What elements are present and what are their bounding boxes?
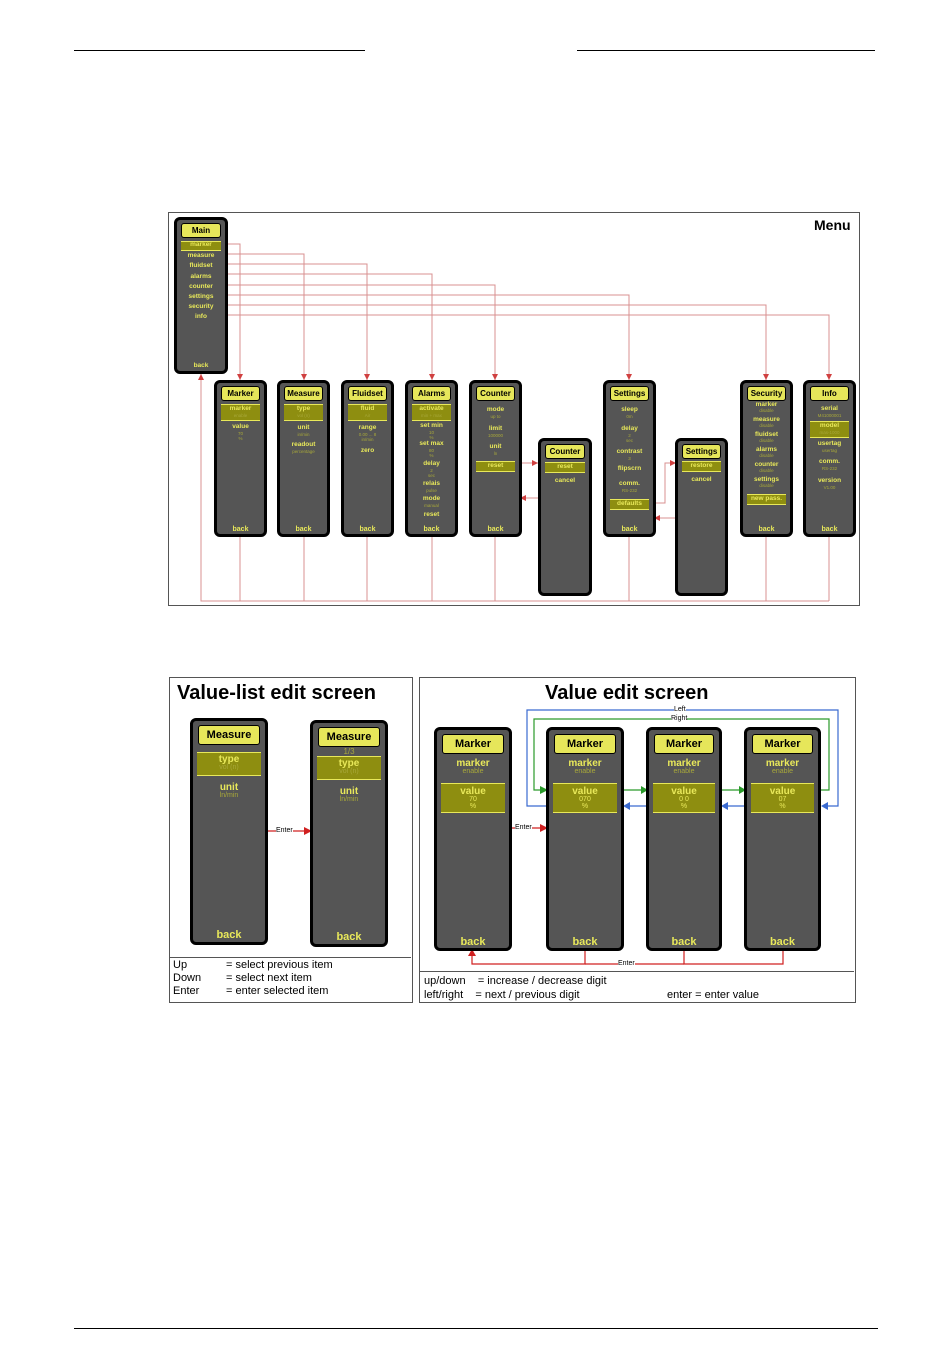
item-label[interactable]: range bbox=[358, 424, 377, 431]
item-value: manual bbox=[424, 503, 439, 508]
item-cancel[interactable]: cancel bbox=[691, 476, 712, 483]
item-label[interactable]: fluid bbox=[360, 405, 375, 412]
value-digits: 070 bbox=[579, 796, 591, 803]
item-value: 70 bbox=[237, 431, 243, 436]
item-label[interactable]: mode bbox=[486, 406, 505, 413]
item-value: enable bbox=[233, 413, 248, 418]
item-value: 0m bbox=[626, 414, 633, 419]
value-edit-screen-1 bbox=[434, 727, 512, 951]
screen-title: Alarms bbox=[412, 386, 451, 401]
marker-value: enable bbox=[771, 768, 794, 775]
item-value: percentage bbox=[292, 449, 315, 454]
value-list-screen-1 bbox=[190, 718, 268, 945]
main-item-settings[interactable]: settings bbox=[188, 293, 214, 300]
value-edit-legend-row-2b: enter = enter value bbox=[667, 989, 760, 1001]
item-value: RS-232 bbox=[621, 488, 638, 493]
value-label[interactable]: value bbox=[572, 786, 598, 797]
back-button[interactable]: back bbox=[423, 526, 440, 533]
screen-title: Measure bbox=[284, 386, 323, 401]
screen-title: Measure bbox=[198, 725, 260, 745]
enter-arrow-label: Enter bbox=[515, 824, 532, 831]
marker-label[interactable]: marker bbox=[765, 758, 800, 769]
main-item-marker[interactable]: marker bbox=[190, 241, 212, 248]
item-label[interactable]: contrast bbox=[616, 448, 643, 455]
back-button[interactable]: back bbox=[193, 362, 209, 369]
screen-title: Counter bbox=[545, 444, 585, 459]
item-label[interactable]: usertag bbox=[817, 440, 842, 447]
item-value: disable bbox=[759, 453, 774, 458]
item-value: vol (n) bbox=[339, 768, 359, 775]
menu-screen-measure bbox=[277, 380, 330, 537]
header-rule-right bbox=[577, 50, 875, 51]
value-unit: % bbox=[680, 803, 688, 810]
item-value: ln/min bbox=[339, 796, 359, 803]
value-edit-screen-3 bbox=[646, 727, 722, 951]
main-item-info[interactable]: info bbox=[195, 313, 207, 320]
item-label[interactable]: zero bbox=[360, 447, 375, 454]
item-label[interactable]: set max bbox=[419, 440, 444, 447]
value-edit-legend-row-2a: left/right = next / previous digit bbox=[424, 989, 580, 1001]
back-button[interactable]: back bbox=[336, 931, 362, 943]
item-label[interactable]: type bbox=[338, 758, 360, 769]
back-button[interactable]: back bbox=[572, 936, 598, 948]
value-digits: 0 0 bbox=[679, 796, 689, 803]
menu-screen-counter-reset bbox=[538, 438, 592, 596]
item-value: 0.00 ... 8 bbox=[358, 432, 377, 437]
item-label[interactable]: type bbox=[296, 405, 311, 412]
item-value: vol (n) bbox=[297, 413, 310, 418]
menu-screen-alarms bbox=[405, 380, 458, 537]
footer-rule bbox=[74, 1328, 878, 1329]
value-list-legend-divider bbox=[170, 957, 411, 958]
value-list-legend bbox=[173, 959, 333, 998]
value-digits: 70 bbox=[469, 796, 477, 803]
back-button[interactable]: back bbox=[460, 936, 486, 948]
item-value: 2 bbox=[628, 433, 631, 438]
screen-title: Counter bbox=[476, 386, 515, 401]
item-value: ln bbox=[493, 451, 498, 456]
item-value: Air bbox=[364, 413, 371, 418]
item-value: up to bbox=[490, 414, 501, 419]
value-label[interactable]: value bbox=[769, 786, 796, 797]
item-reset[interactable]: reset bbox=[557, 463, 573, 470]
item-label[interactable]: delay bbox=[621, 425, 638, 432]
value-label[interactable]: value bbox=[671, 786, 697, 797]
item-value: disable bbox=[759, 423, 774, 428]
back-button[interactable]: back bbox=[295, 526, 312, 533]
menu-screen-security bbox=[740, 380, 793, 537]
back-button[interactable]: back bbox=[232, 526, 249, 533]
back-button[interactable]: back bbox=[216, 929, 242, 941]
marker-value: enable bbox=[673, 768, 695, 775]
right-arrow-label: Right bbox=[671, 715, 688, 722]
value-edit-title: Value edit screen bbox=[545, 682, 709, 704]
item-label[interactable]: readout bbox=[291, 441, 316, 448]
screen-title: Settings bbox=[682, 444, 721, 459]
item-value: 2 bbox=[430, 468, 433, 473]
menu-screen-info bbox=[803, 380, 856, 537]
marker-label[interactable]: marker bbox=[568, 758, 602, 769]
item-value: ln/min bbox=[219, 792, 239, 799]
item-label[interactable]: value bbox=[232, 423, 249, 430]
legend-desc: = enter selected item bbox=[226, 985, 329, 997]
item-value: in/min bbox=[297, 432, 310, 437]
item-value: mas-1000 bbox=[819, 430, 840, 435]
item-value: RS-232 bbox=[821, 466, 838, 471]
menu-screen-fluidset bbox=[341, 380, 394, 537]
legend-key: Down bbox=[173, 972, 202, 984]
item-label[interactable]: type bbox=[218, 754, 240, 765]
item-label[interactable]: unit bbox=[489, 443, 502, 450]
item-label[interactable]: alarms bbox=[756, 446, 777, 453]
item-value: 80 bbox=[428, 448, 434, 453]
value-list-screen-2 bbox=[310, 720, 388, 947]
back-button[interactable]: back bbox=[359, 526, 376, 533]
item-label[interactable]: settings bbox=[754, 476, 779, 483]
screen-title: Settings bbox=[610, 386, 649, 401]
item-label[interactable]: reset bbox=[487, 462, 504, 469]
item-label[interactable]: measure bbox=[753, 416, 780, 423]
back-button[interactable]: back bbox=[671, 936, 697, 948]
item-value: min + max bbox=[421, 413, 442, 418]
screen-title: Marker bbox=[654, 734, 714, 754]
screen-title: Fluidset bbox=[348, 386, 387, 401]
item-label[interactable]: comm. bbox=[819, 458, 840, 465]
item-value: 100000 bbox=[487, 433, 504, 438]
item-label[interactable]: new pass. bbox=[750, 495, 783, 502]
item-label[interactable]: comm. bbox=[619, 480, 640, 487]
value-digits: 07 bbox=[778, 796, 787, 803]
item-label[interactable]: model bbox=[819, 422, 840, 429]
item-value: disable bbox=[759, 483, 774, 488]
marker-value: enable bbox=[574, 768, 596, 775]
item-restore[interactable]: restore bbox=[690, 462, 713, 469]
item-value: V1.00 bbox=[823, 485, 836, 490]
page-indicator: 1/3 bbox=[343, 747, 355, 756]
menu-screen-settings-defaults bbox=[675, 438, 728, 596]
item-label[interactable]: flipscrn bbox=[617, 465, 642, 472]
legend-desc: = select previous item bbox=[226, 959, 333, 971]
value-edit-legend-divider bbox=[420, 971, 854, 972]
legend-row bbox=[173, 972, 333, 985]
back-button[interactable]: back bbox=[621, 526, 638, 533]
screen-title: Marker bbox=[442, 734, 504, 754]
marker-value: enable bbox=[462, 768, 484, 775]
value-unit: % bbox=[469, 803, 477, 810]
menu-screen-counter bbox=[469, 380, 522, 537]
item-label[interactable]: limit bbox=[488, 425, 503, 432]
item-label[interactable]: reset bbox=[423, 511, 440, 518]
item-value: vol (n) bbox=[219, 764, 239, 771]
main-item-alarms[interactable]: alarms bbox=[190, 273, 212, 280]
item-unit: % bbox=[429, 453, 434, 458]
item-label[interactable]: sleep bbox=[621, 406, 638, 413]
header-rule-left bbox=[74, 50, 365, 51]
back-button[interactable]: back bbox=[821, 526, 838, 533]
left-arrow-label: Left bbox=[674, 706, 686, 713]
item-label[interactable]: counter bbox=[754, 461, 779, 468]
item-value: usertag bbox=[821, 448, 837, 453]
item-label[interactable]: unit bbox=[297, 424, 310, 431]
menu-screen-marker bbox=[214, 380, 267, 537]
legend-row bbox=[173, 959, 333, 972]
screen-title: Marker bbox=[221, 386, 260, 401]
item-label[interactable]: defaults bbox=[617, 500, 642, 507]
item-label[interactable]: set min bbox=[420, 422, 443, 429]
item-value: disable bbox=[759, 438, 774, 443]
main-item-fluidset[interactable]: fluidset bbox=[189, 262, 213, 269]
screen-title: Marker bbox=[554, 734, 616, 754]
item-unit: in/min bbox=[361, 437, 374, 442]
back-button[interactable]: back bbox=[769, 936, 796, 948]
item-label[interactable]: activate bbox=[419, 405, 444, 412]
item-label[interactable]: relais bbox=[423, 480, 440, 487]
legend-row bbox=[173, 985, 333, 998]
screen-title: Marker bbox=[752, 734, 813, 754]
item-value: disable bbox=[759, 408, 774, 413]
item-label[interactable]: fluidset bbox=[754, 431, 779, 438]
item-value: 10 bbox=[428, 430, 434, 435]
value-list-title: Value-list edit screen bbox=[177, 682, 376, 704]
main-item-security[interactable]: security bbox=[188, 303, 214, 310]
legend-key: Enter bbox=[173, 985, 200, 997]
item-cancel[interactable]: cancel bbox=[554, 477, 576, 484]
legend-key: Up bbox=[173, 959, 188, 971]
item-value: M41000001 bbox=[817, 413, 842, 418]
legend-desc: = select next item bbox=[226, 972, 312, 984]
value-unit: % bbox=[779, 803, 786, 810]
item-unit: % bbox=[238, 436, 243, 441]
value-label[interactable]: value bbox=[460, 786, 486, 797]
back-button[interactable]: back bbox=[758, 526, 775, 533]
item-unit: % bbox=[429, 435, 434, 440]
item-value: 3 bbox=[628, 456, 631, 461]
value-unit: % bbox=[581, 803, 589, 810]
marker-label[interactable]: marker bbox=[667, 758, 701, 769]
item-label[interactable]: mode bbox=[422, 495, 441, 502]
item-label[interactable]: marker bbox=[229, 405, 252, 412]
enter-bottom-label: Enter bbox=[618, 960, 635, 967]
item-label[interactable]: unit bbox=[339, 786, 359, 797]
menu-diagram-title: Menu bbox=[814, 217, 851, 233]
enter-arrow-label: Enter bbox=[276, 827, 293, 834]
back-button[interactable]: back bbox=[487, 526, 504, 533]
item-unit: sec bbox=[625, 438, 633, 443]
value-edit-screen-4 bbox=[744, 727, 821, 951]
item-unit: sec bbox=[427, 473, 435, 478]
item-label[interactable]: serial bbox=[821, 405, 838, 412]
screen-title: Security bbox=[747, 386, 786, 401]
item-value: disable bbox=[759, 468, 774, 473]
item-value: pulse bbox=[426, 488, 437, 493]
item-label[interactable]: delay bbox=[423, 460, 440, 467]
item-label[interactable]: unit bbox=[219, 782, 239, 793]
value-edit-screen-2 bbox=[546, 727, 624, 951]
screen-title: Main bbox=[181, 223, 221, 238]
item-label[interactable]: version bbox=[817, 477, 842, 484]
item-label[interactable]: marker bbox=[755, 401, 778, 408]
menu-screen-settings bbox=[603, 380, 656, 537]
menu-screen-main bbox=[174, 217, 228, 374]
main-item-measure[interactable]: measure bbox=[187, 252, 215, 259]
value-edit-legend-row-1: up/down = increase / decrease digit bbox=[424, 975, 607, 987]
screen-title: Info bbox=[810, 386, 849, 401]
marker-label[interactable]: marker bbox=[456, 758, 490, 769]
screen-title: Measure bbox=[318, 727, 380, 747]
main-item-counter[interactable]: counter bbox=[189, 283, 213, 290]
